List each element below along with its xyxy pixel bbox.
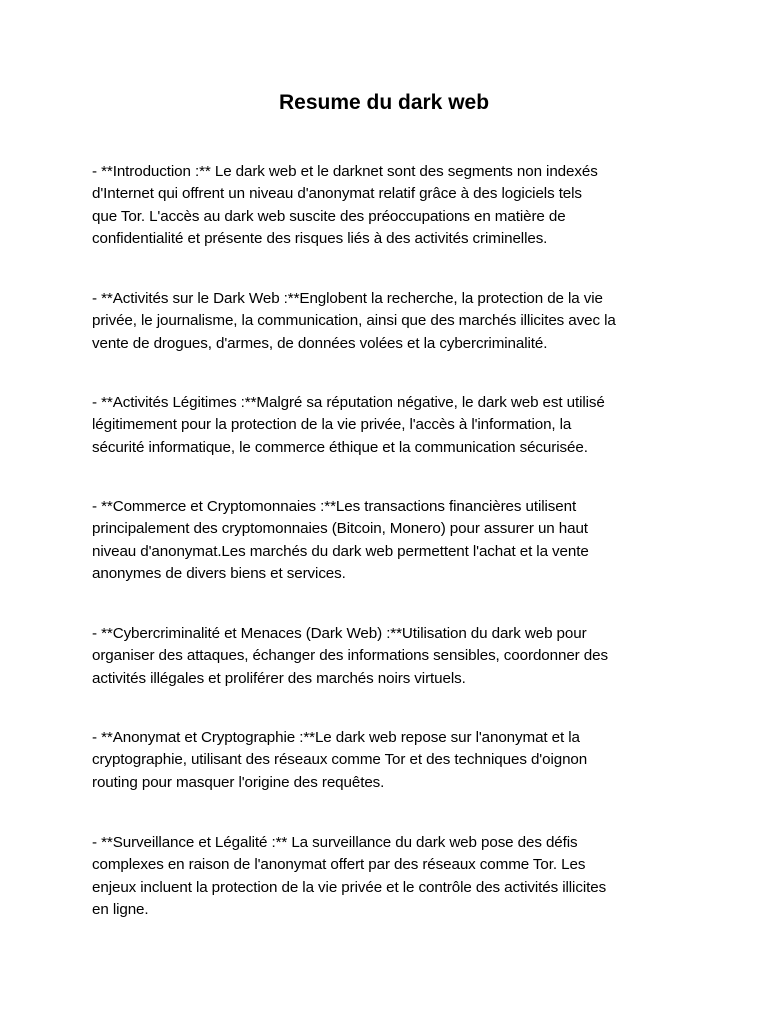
paragraph-introduction bbox=[92, 161, 684, 251]
paragraph-line: sécurité informatique, le commerce éthique et la communication sécurisée. bbox=[92, 438, 588, 456]
paragraph-line: - **Introduction :** Le dark web et le darknet sont des segments non indexés bbox=[92, 163, 598, 180]
paragraph-line: d'Internet qui offrent un niveau d'anonymat relatif grâce à des logiciels tels bbox=[92, 185, 582, 203]
paragraph-cybercriminalite bbox=[92, 623, 684, 690]
paragraph-commerce bbox=[92, 496, 684, 586]
paragraph-line: activités illégales et proliférer des marchés noirs virtuels. bbox=[92, 669, 466, 687]
paragraph-line: principalement des cryptomonnaies (Bitcoin, Monero) pour assurer un haut bbox=[92, 520, 588, 538]
paragraph-line: complexes en raison de l'anonymat offert par des réseaux comme Tor. Les bbox=[92, 856, 586, 874]
paragraph-line: confidentialité et présente des risques liés à des activités criminelles. bbox=[92, 230, 548, 248]
paragraph-line: que Tor. L'accès au dark web suscite des préoccupations en matière de bbox=[92, 207, 566, 225]
paragraph-line: - **Commerce et Cryptomonnaies :**Les transactions financières utilisent bbox=[92, 498, 577, 515]
paragraph-line: légitimement pour la protection de la vie privée, l'accès à l'information, la bbox=[92, 416, 572, 434]
paragraph-activites bbox=[92, 288, 684, 355]
paragraph-line: routing pour masquer l'origine des requêtes. bbox=[92, 773, 385, 791]
paragraph-line: - **Activités sur le Dark Web :**Englobent la recherche, la protection de la vie bbox=[92, 290, 603, 307]
paragraph-line: organiser des attaques, échanger des informations sensibles, coordonner des bbox=[92, 647, 608, 665]
paragraph-line: privée, le journalisme, la communication, ainsi que des marchés illicites avec la bbox=[92, 312, 616, 330]
paragraph-line: - **Cybercriminalité et Menaces (Dark Web) :**Utilisation du dark web pour bbox=[92, 625, 587, 642]
paragraph-line: - **Anonymat et Cryptographie :**Le dark web repose sur l'anonymat et la bbox=[92, 729, 580, 746]
paragraph-line: niveau d'anonymat.Les marchés du dark web permettent l'achat et la vente bbox=[92, 542, 589, 560]
paragraph-line: - **Surveillance et Légalité :** La surveillance du dark web pose des défis bbox=[92, 834, 578, 851]
paragraph-anonymat bbox=[92, 727, 684, 794]
paragraph-line: - **Activités Légitimes :**Malgré sa réputation négative, le dark web est utilisé bbox=[92, 394, 605, 411]
paragraph-line: enjeux incluent la protection de la vie privée et le contrôle des activités illicites bbox=[92, 878, 607, 896]
paragraph-line: anonymes de divers biens et services. bbox=[92, 565, 346, 583]
paragraph-line: cryptographie, utilisant des réseaux comme Tor et des techniques d'oignon bbox=[92, 751, 588, 769]
document-title: Resume du dark web bbox=[278, 91, 490, 114]
paragraph-surveillance bbox=[92, 832, 684, 922]
paragraph-line: en ligne. bbox=[92, 901, 149, 919]
paragraph-activites-legitimes bbox=[92, 392, 684, 459]
paragraph-line: vente de drogues, d'armes, de données volées et la cybercriminalité. bbox=[92, 334, 548, 352]
